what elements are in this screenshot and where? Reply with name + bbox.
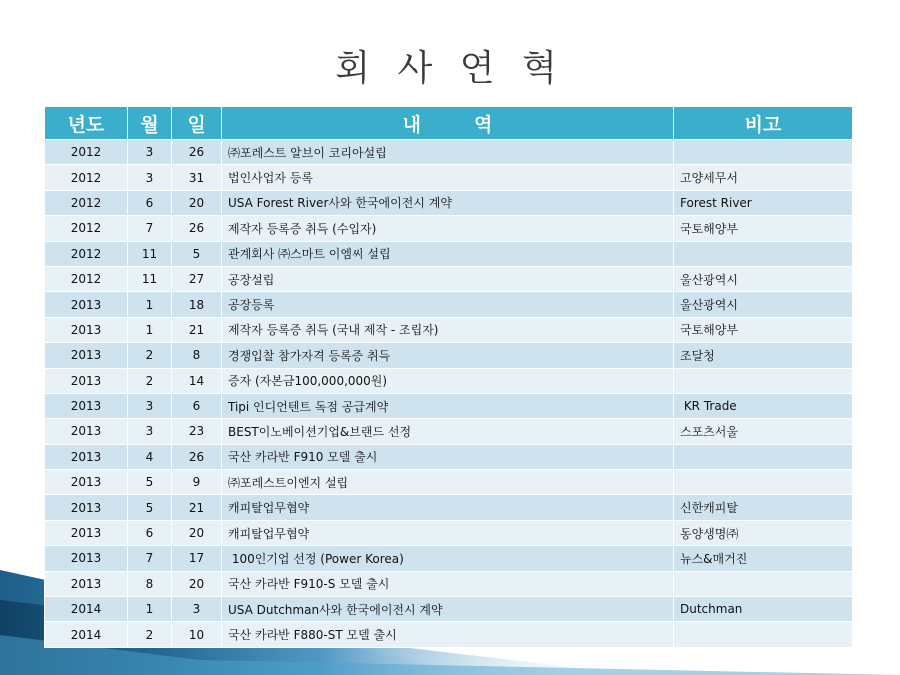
cell-note: 동양생명㈜ xyxy=(674,520,853,545)
header-note: 비고 xyxy=(674,107,853,140)
header-day: 일 xyxy=(172,107,222,140)
cell-day: 21 xyxy=(172,495,222,520)
table-row xyxy=(45,571,853,596)
cell-description: 제작자 등록증 취득 (수입자) xyxy=(222,216,674,241)
cell-description: 캐피탈업무협약 xyxy=(222,495,674,520)
cell-day: 26 xyxy=(172,444,222,469)
table-row xyxy=(45,597,853,622)
cell-month: 7 xyxy=(128,546,172,571)
cell-year: 2012 xyxy=(45,216,128,241)
cell-day: 26 xyxy=(172,216,222,241)
cell-day: 18 xyxy=(172,292,222,317)
table-row xyxy=(45,419,853,444)
table-row xyxy=(45,520,853,545)
cell-year: 2013 xyxy=(45,419,128,444)
table-row xyxy=(45,266,853,291)
table-row xyxy=(45,317,853,342)
cell-day: 31 xyxy=(172,165,222,190)
cell-year: 2012 xyxy=(45,266,128,291)
cell-description: 관계회사 ㈜스마트 이엠씨 설립 xyxy=(222,241,674,266)
cell-month: 11 xyxy=(128,266,172,291)
cell-description: 국산 카라반 F910 모델 출시 xyxy=(222,444,674,469)
cell-day: 3 xyxy=(172,597,222,622)
cell-description: USA Dutchman사와 한국에이전시 계약 xyxy=(222,597,674,622)
table-row xyxy=(45,393,853,418)
cell-note: 조달청 xyxy=(674,343,853,368)
cell-month: 3 xyxy=(128,165,172,190)
table-row xyxy=(45,216,853,241)
cell-year: 2013 xyxy=(45,546,128,571)
cell-month: 6 xyxy=(128,520,172,545)
cell-day: 8 xyxy=(172,343,222,368)
table-header-row xyxy=(45,107,853,140)
cell-month: 2 xyxy=(128,622,172,647)
cell-note xyxy=(674,622,853,647)
table-row xyxy=(45,622,853,647)
cell-month: 1 xyxy=(128,292,172,317)
cell-year: 2014 xyxy=(45,597,128,622)
cell-year: 2013 xyxy=(45,317,128,342)
header-description: 내 역 xyxy=(222,107,674,140)
cell-note: 스포츠서울 xyxy=(674,419,853,444)
cell-month: 1 xyxy=(128,317,172,342)
cell-day: 17 xyxy=(172,546,222,571)
table-row xyxy=(45,444,853,469)
page-title: 회 사 연 혁 xyxy=(335,48,565,89)
cell-month: 2 xyxy=(128,368,172,393)
cell-note: 국토해양부 xyxy=(674,216,853,241)
cell-note: Dutchman xyxy=(674,597,853,622)
cell-description: 캐피탈업무협약 xyxy=(222,520,674,545)
cell-year: 2013 xyxy=(45,292,128,317)
cell-description: Tipi 인디언텐트 독점 공급계약 xyxy=(222,393,674,418)
cell-day: 26 xyxy=(172,140,222,165)
cell-day: 20 xyxy=(172,520,222,545)
cell-note xyxy=(674,571,853,596)
cell-day: 5 xyxy=(172,241,222,266)
cell-note: 고양세무서 xyxy=(674,165,853,190)
cell-description: 법인사업자 등록 xyxy=(222,165,674,190)
cell-month: 1 xyxy=(128,597,172,622)
table-row xyxy=(45,190,853,215)
cell-day: 20 xyxy=(172,190,222,215)
cell-year: 2013 xyxy=(45,470,128,495)
cell-description: 공장설립 xyxy=(222,266,674,291)
cell-day: 6 xyxy=(172,393,222,418)
cell-month: 3 xyxy=(128,393,172,418)
cell-description: 증자 (자본금100,000,000원) xyxy=(222,368,674,393)
cell-day: 20 xyxy=(172,571,222,596)
cell-day: 9 xyxy=(172,470,222,495)
cell-year: 2012 xyxy=(45,241,128,266)
cell-note xyxy=(674,140,853,165)
cell-month: 5 xyxy=(128,495,172,520)
cell-year: 2014 xyxy=(45,622,128,647)
cell-note: 울산광역시 xyxy=(674,266,853,291)
cell-description: ㈜포레스트이엔지 설립 xyxy=(222,470,674,495)
cell-description: 100인기업 선정 (Power Korea) xyxy=(222,546,674,571)
cell-year: 2013 xyxy=(45,368,128,393)
cell-month: 4 xyxy=(128,444,172,469)
cell-description: ㈜포레스트 알브이 코리아설립 xyxy=(222,140,674,165)
header-month: 월 xyxy=(128,107,172,140)
cell-year: 2013 xyxy=(45,495,128,520)
cell-note xyxy=(674,368,853,393)
cell-description: USA Forest River사와 한국에이전시 계약 xyxy=(222,190,674,215)
cell-month: 3 xyxy=(128,419,172,444)
cell-year: 2012 xyxy=(45,140,128,165)
cell-month: 2 xyxy=(128,343,172,368)
cell-note: 뉴스&매거진 xyxy=(674,546,853,571)
cell-day: 27 xyxy=(172,266,222,291)
cell-month: 3 xyxy=(128,140,172,165)
cell-note: 신한캐피탈 xyxy=(674,495,853,520)
cell-month: 8 xyxy=(128,571,172,596)
cell-note: 국토해양부 xyxy=(674,317,853,342)
cell-day: 23 xyxy=(172,419,222,444)
cell-day: 10 xyxy=(172,622,222,647)
table-row xyxy=(45,343,853,368)
table-row xyxy=(45,495,853,520)
table-row xyxy=(45,165,853,190)
cell-description: 제작자 등록증 취득 (국내 제작 - 조립자) xyxy=(222,317,674,342)
cell-year: 2013 xyxy=(45,343,128,368)
cell-month: 5 xyxy=(128,470,172,495)
table-row xyxy=(45,546,853,571)
table-row xyxy=(45,241,853,266)
cell-month: 6 xyxy=(128,190,172,215)
cell-year: 2013 xyxy=(45,444,128,469)
table-row xyxy=(45,368,853,393)
cell-month: 7 xyxy=(128,216,172,241)
cell-note xyxy=(674,241,853,266)
company-history-table xyxy=(44,106,853,648)
cell-day: 21 xyxy=(172,317,222,342)
cell-note: Forest River xyxy=(674,190,853,215)
cell-year: 2013 xyxy=(45,520,128,545)
cell-description: 국산 카라반 F880-ST 모델 출시 xyxy=(222,622,674,647)
table-row xyxy=(45,292,853,317)
cell-note: KR Trade xyxy=(674,393,853,418)
cell-description: 공장등록 xyxy=(222,292,674,317)
cell-year: 2012 xyxy=(45,190,128,215)
cell-note xyxy=(674,444,853,469)
cell-note: 울산광역시 xyxy=(674,292,853,317)
cell-description: 경쟁입찰 참가자격 등록증 취득 xyxy=(222,343,674,368)
cell-note xyxy=(674,470,853,495)
cell-year: 2013 xyxy=(45,571,128,596)
header-year: 년도 xyxy=(45,107,128,140)
table-row xyxy=(45,470,853,495)
table-row xyxy=(45,140,853,165)
cell-month: 11 xyxy=(128,241,172,266)
cell-description: BEST이노베이션기업&브랜드 선정 xyxy=(222,419,674,444)
cell-year: 2012 xyxy=(45,165,128,190)
cell-year: 2013 xyxy=(45,393,128,418)
cell-day: 14 xyxy=(172,368,222,393)
cell-description: 국산 카라반 F910-S 모델 출시 xyxy=(222,571,674,596)
